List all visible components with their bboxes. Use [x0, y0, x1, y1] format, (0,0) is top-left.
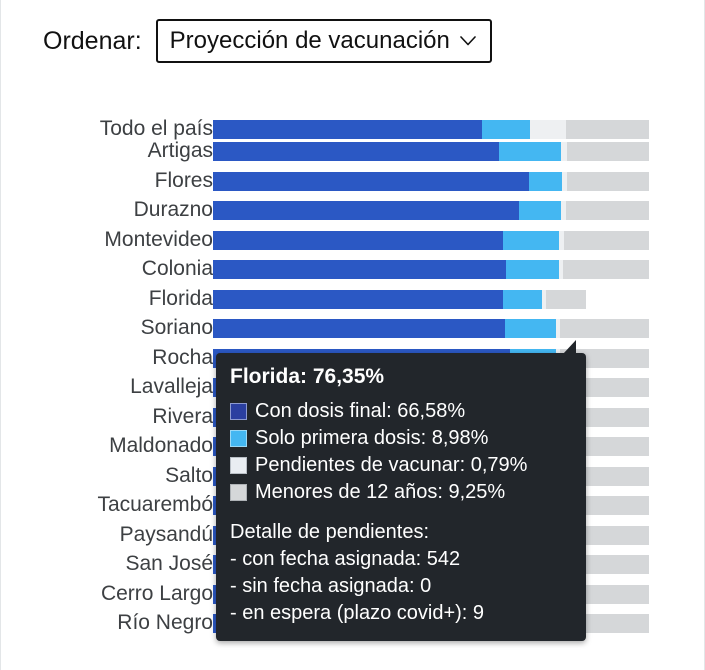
tooltip-detail-line: - sin fecha asignada: 0: [230, 575, 432, 597]
chart-bar[interactable]: [213, 201, 649, 220]
tooltip-detail-line: - con fecha asignada: 542: [230, 548, 461, 570]
legend-swatch-minors-icon: [230, 484, 247, 501]
chart-row-label: Flores: [154, 168, 213, 192]
bar-segment-first-dose: [503, 231, 559, 250]
bar-segment-first-dose: [503, 290, 542, 309]
bar-segment-final-dose: [213, 319, 505, 338]
chart-row-label: Artigas: [147, 139, 213, 162]
bar-segment-minors: [567, 142, 649, 161]
chart-row[interactable]: [1, 288, 705, 310]
tooltip-legend-label: Pendientes de vacunar: 0,79%: [255, 454, 528, 476]
chart-bar[interactable]: [213, 290, 649, 309]
chart-bar[interactable]: [213, 260, 649, 279]
chart-bar[interactable]: [213, 231, 649, 250]
chart-row-label: Rocha: [152, 345, 213, 369]
tooltip-legend-label: Solo primera dosis: 8,98%: [255, 427, 489, 449]
tooltip-detail-title: Detalle de pendientes:: [230, 521, 430, 543]
chart-row-label: Paysandú: [119, 522, 213, 546]
bar-segment-final-dose: [213, 231, 503, 250]
tooltip-legend-label: Menores de 12 años: 9,25%: [255, 481, 506, 503]
bar-segment-first-dose: [519, 201, 561, 220]
chart-bar[interactable]: [213, 120, 649, 139]
chart-row-label: Lavalleja: [130, 375, 213, 398]
chart-row-label: Florida: [148, 286, 213, 310]
chart-row-label: Durazno: [133, 198, 213, 221]
legend-swatch-pending-icon: [230, 457, 247, 474]
legend-swatch-final-dose-icon: [230, 403, 247, 420]
chart-row-label: Cerro Largo: [100, 581, 213, 605]
bar-segment-minors: [546, 290, 586, 309]
chart-bar[interactable]: [213, 172, 649, 191]
bar-segment-minors: [566, 201, 649, 220]
sort-toolbar: [1, 0, 705, 82]
bar-segment-pending: [530, 120, 566, 139]
bar-segment-minors: [563, 260, 649, 279]
chart-row-label: Todo el país: [99, 117, 213, 140]
bar-segment-first-dose: [499, 142, 561, 161]
bar-segment-minors: [566, 120, 649, 139]
chart-row[interactable]: [1, 258, 705, 280]
bar-segment-final-dose: [213, 290, 503, 309]
bar-segment-minors: [567, 172, 649, 191]
chart-row[interactable]: [1, 140, 705, 162]
chart-tooltip: [216, 353, 586, 641]
chart-row-label: Río Negro: [117, 611, 213, 634]
bar-segment-first-dose: [529, 172, 562, 191]
sort-select[interactable]: [156, 19, 492, 63]
chart-row[interactable]: [1, 170, 705, 192]
legend-swatch-first-dose-icon: [230, 430, 247, 447]
tooltip-legend-label: Con dosis final: 66,58%: [255, 400, 466, 422]
bar-segment-minors: [560, 319, 649, 338]
bar-segment-final-dose: [213, 201, 519, 220]
tooltip-legend-item: [230, 452, 572, 479]
tooltip-legend-item: [230, 425, 572, 452]
bar-segment-first-dose: [506, 260, 559, 279]
tooltip-legend-item: [230, 479, 572, 506]
bar-segment-final-dose: [213, 260, 506, 279]
chart-row-label: Rivera: [152, 404, 213, 428]
tooltip-title: Florida: 76,35%: [230, 365, 385, 388]
chart-row-label: Montevideo: [104, 227, 213, 251]
chart-row-label: Salto: [165, 463, 213, 487]
tooltip-legend-item: [230, 398, 572, 425]
sort-select-value: Proyección de vacunación: [169, 27, 450, 54]
chart-row-label: Tacuarembó: [97, 493, 213, 516]
bar-segment-final-dose: [213, 172, 529, 191]
bar-segment-first-dose: [482, 120, 531, 139]
chevron-down-icon: [460, 36, 476, 46]
chart-row-label: Soriano: [140, 316, 213, 339]
bar-segment-final-dose: [213, 142, 499, 161]
tooltip-spacer: [230, 506, 572, 519]
chart-row-label: San José: [125, 552, 213, 575]
chart-bar[interactable]: [213, 319, 649, 338]
chart-row-label: Maldonado: [109, 434, 213, 457]
chart-row[interactable]: [1, 317, 705, 339]
bar-segment-final-dose: [213, 120, 482, 139]
tooltip-detail-line: - en espera (plazo covid+): 9: [230, 602, 485, 624]
chart-row[interactable]: [1, 118, 705, 140]
chart-row-label: Colonia: [141, 257, 213, 280]
chart-row[interactable]: [1, 199, 705, 221]
bar-segment-first-dose: [505, 319, 556, 338]
sort-label: Ordenar:: [43, 26, 142, 55]
chart-bar[interactable]: [213, 142, 649, 161]
chart-row[interactable]: [1, 229, 705, 251]
bar-segment-minors: [564, 231, 649, 250]
